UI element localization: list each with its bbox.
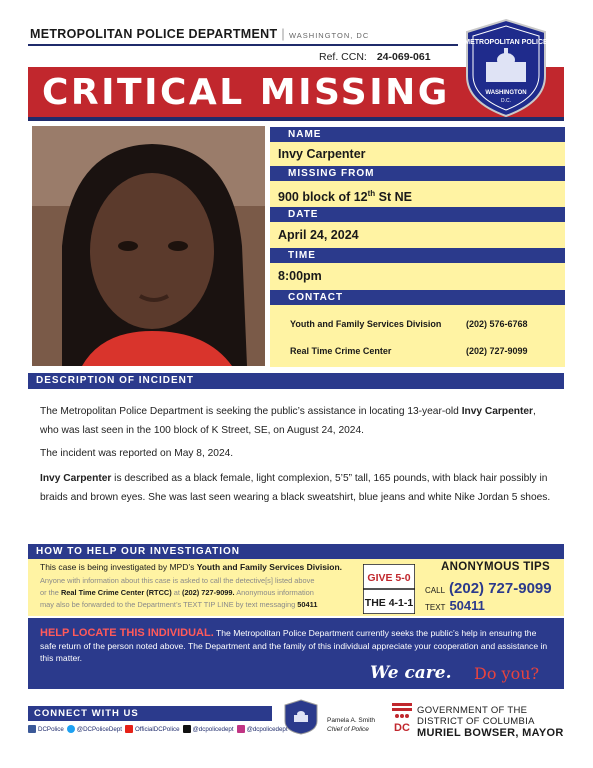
mayor-name: MURIEL BOWSER, MAYOR xyxy=(417,727,564,739)
missing-from-value xyxy=(270,181,565,207)
ccn-label: Ref. CCN: xyxy=(319,51,367,63)
help-line-4 xyxy=(40,599,358,611)
social-label: @DCPoliceDept xyxy=(76,725,122,733)
instagram-icon xyxy=(237,725,245,733)
call-label: CALL xyxy=(425,586,446,595)
header-rule xyxy=(28,44,458,46)
help-text: may also be forwarded to the Department’s TEXT TIP LINE by text messaging xyxy=(40,600,298,609)
dc-government-name xyxy=(417,705,535,727)
desc-text: The Metropolitan Police Department is seeking the public’s assistance in locating 13-year-old xyxy=(40,406,462,417)
social-link-instagram[interactable] xyxy=(237,725,288,733)
social-links xyxy=(28,725,288,733)
help-heading: HOW TO HELP OUR INVESTIGATION xyxy=(28,544,564,559)
contact-phone[interactable]: (202) 727-9099 xyxy=(466,346,528,356)
help-text: Anonymous information xyxy=(234,588,314,597)
social-link-twitter[interactable] xyxy=(67,725,122,733)
dc-government-logo xyxy=(390,703,414,733)
department-city: WASHINGTON, DC xyxy=(288,31,370,40)
help-text: at xyxy=(171,588,182,597)
date-label: DATE xyxy=(270,207,565,222)
contact-box xyxy=(270,305,565,367)
contact-name: Real Time Crime Center xyxy=(290,346,392,356)
twitter-icon xyxy=(67,725,75,733)
date-value: April 24, 2024 xyxy=(270,222,565,248)
anonymous-tips-heading: ANONYMOUS TIPS xyxy=(441,561,550,573)
department-name: METROPOLITAN POLICE DEPARTMENT xyxy=(30,27,278,41)
footer-mpd-badge-icon xyxy=(283,699,319,735)
help-division: Youth and Family Services Division. xyxy=(196,562,343,572)
time-value: 8:00pm xyxy=(270,263,565,290)
facebook-icon xyxy=(28,725,36,733)
anonymous-text xyxy=(425,598,485,613)
contact-name: Youth and Family Services Division xyxy=(290,319,442,329)
desc-name: Invy Carpenter xyxy=(461,406,534,417)
badge-bottom-text: WASHINGTON xyxy=(485,90,527,96)
mpd-badge-icon xyxy=(461,18,551,118)
contact-row xyxy=(290,319,441,329)
chief-name: Pamela A. Smith xyxy=(327,717,376,724)
gov-line-1: GOVERNMENT OF THE xyxy=(417,705,528,716)
badge-dc-text: D.C. xyxy=(501,98,511,104)
missing-from-suffix: St NE xyxy=(375,190,412,205)
header-separator: | xyxy=(281,27,285,41)
do-you-slogan: Do you? xyxy=(474,664,540,683)
gov-line-2: DISTRICT OF COLUMBIA xyxy=(417,716,535,727)
social-link-facebook[interactable] xyxy=(28,725,64,733)
badge-top-text: METROPOLITAN POLICE xyxy=(464,39,548,46)
we-care-slogan: We care. xyxy=(370,663,452,683)
desc-name: Invy Carpenter xyxy=(40,473,112,484)
help-line-3 xyxy=(40,587,358,599)
social-label: @dcpolicedept xyxy=(192,725,234,733)
missing-from-label: MISSING FROM xyxy=(270,166,565,181)
call-number[interactable]: (202) 727-9099 xyxy=(449,580,552,597)
chief-title: Chief of Police xyxy=(327,726,369,733)
department-header xyxy=(30,27,369,41)
help-line-1 xyxy=(40,562,342,572)
connect-heading: CONNECT WITH US xyxy=(28,706,272,721)
text-label: TEXT xyxy=(425,603,446,612)
reference-ccn xyxy=(319,51,431,63)
desc-text: , who was last seen in the 100 block of K Street, SE, on August 24, 2024. xyxy=(40,406,536,436)
description-paragraph-1 xyxy=(40,402,556,440)
description-paragraph-3 xyxy=(40,469,556,507)
social-label: DCPolice xyxy=(38,725,64,733)
desc-text: is described as a black female, light complexion, 5’5” tall, 165 pounds, with black hair possibly in braids and brown eyes. She was last seen wearing a black sweatshirt, blue jeans and white Nike Jordan 5 shoes. xyxy=(40,473,551,503)
banner-title: CRITICAL MISSING xyxy=(42,72,450,113)
give-50-get-411-logo xyxy=(363,564,415,614)
logo-bottom-text: THE 4-1-1 xyxy=(364,597,414,609)
name-value: Invy Carpenter xyxy=(270,142,565,166)
social-label: OfficialDCPolice xyxy=(134,725,180,733)
text-tip-number: 50411 xyxy=(297,600,318,609)
help-line-2: Anyone with information about this case is asked to call the detective[s] listed above xyxy=(40,576,315,585)
description-paragraph-2: The incident was reported on May 8, 2024. xyxy=(40,448,234,459)
help-locate-headline: HELP LOCATE THIS INDIVIDUAL. xyxy=(40,627,214,639)
missing-from-sup: th xyxy=(367,189,376,198)
help-locate-body: The Metropolitan Police Department currently seeks the public’s help in ensuring the safe return of the person noted above. The Department and the family of this individual appreciate your cooperation and assistance in this matter. xyxy=(40,628,548,663)
rtcc-phone[interactable]: (202) 727-9099. xyxy=(181,588,235,597)
ccn-value: 24-069-061 xyxy=(376,51,431,63)
chief-of-police xyxy=(327,716,375,734)
tiktok-icon xyxy=(183,725,191,733)
social-link-youtube[interactable] xyxy=(125,725,180,733)
text-number[interactable]: 50411 xyxy=(449,598,485,613)
contact-row xyxy=(290,346,391,356)
help-text: This case is being investigated by MPD’s xyxy=(40,562,197,572)
youtube-icon xyxy=(125,725,133,733)
help-text: or the xyxy=(40,588,61,597)
contact-label: CONTACT xyxy=(270,290,565,305)
missing-from-text: 900 block of 12 xyxy=(278,190,368,205)
name-label: NAME xyxy=(270,127,565,142)
contact-phone[interactable]: (202) 576-6768 xyxy=(466,319,528,329)
description-heading: DESCRIPTION OF INCIDENT xyxy=(28,373,564,389)
dc-logo-text: DC xyxy=(394,722,410,733)
social-link-tiktok[interactable] xyxy=(183,725,234,733)
logo-top-text: GIVE 5-0 xyxy=(367,572,411,584)
missing-person-photo xyxy=(32,126,265,366)
time-label: TIME xyxy=(270,248,565,263)
rtcc-name: Real Time Crime Center (RTCC) xyxy=(60,588,172,597)
help-locate-text xyxy=(40,627,550,665)
social-label: @dcpolicedept xyxy=(246,725,288,733)
anonymous-call xyxy=(425,580,552,597)
